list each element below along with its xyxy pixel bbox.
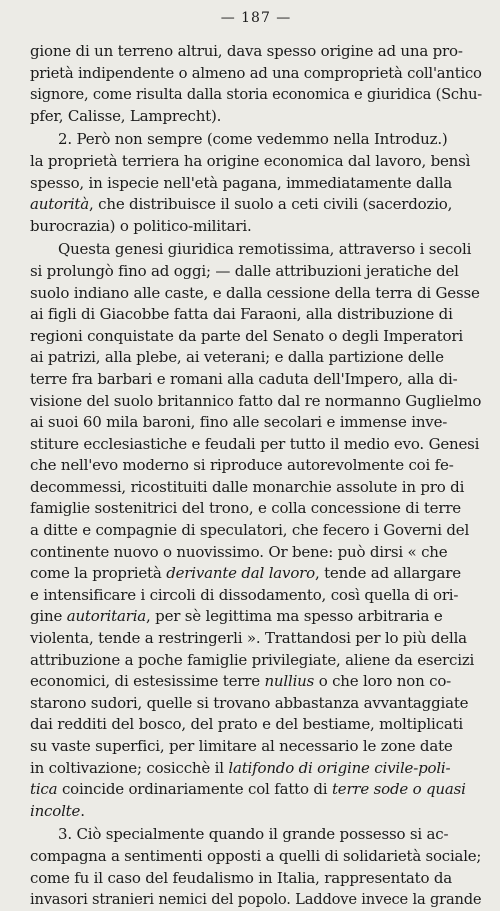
page-number: — 187 — [220, 10, 292, 26]
text-line: incolte. [30, 801, 85, 820]
text-line: si prolungò fino ad oggi; — dalle attribuzioni jeratiche del [30, 261, 459, 280]
text-line: starono sudori, quelle si trovano abbastanza avvantaggiate [30, 693, 469, 712]
text-line: stiture ecclesiastiche e feudali per tutto il medio evo. Genesi [30, 434, 480, 453]
text-line: a ditte e compagnie di speculatori, che fecero i Governi del [30, 521, 470, 540]
italic-text: terre sode o quasi [331, 780, 466, 799]
text-line: come fu il caso del feudalismo in Italia, rappresentato da [30, 868, 453, 887]
text-line: economici, di estesissime terre nullius o che loro non co- [30, 672, 452, 691]
italic-text: incolte [30, 801, 81, 820]
italic-text: nullius [264, 672, 315, 691]
text-line: compagna a sentimenti opposti a quelli di solidarietà sociale; [30, 846, 482, 865]
text-line: gione di un terreno altrui, dava spesso origine ad una pro- [30, 42, 463, 60]
text-line: la proprietà terriera ha origine economica dal lavoro, bensì [30, 151, 471, 170]
text-line: gine autoritaria, per sè legittima ma spesso arbitraria e [30, 607, 443, 626]
text-line: tica coincide ordinariamente col fatto di terre sode o quasi [30, 780, 466, 799]
text-line: decommessi, ricostituiti dalle monarchie assolute in pro di [30, 477, 465, 496]
italic-text: autoritaria [66, 607, 147, 626]
text-line: autorità, che distribuisce il suolo a ceti civili (sacerdozio, [30, 195, 453, 214]
text-line: Questa genesi giuridica remotissima, attraverso i secoli [58, 240, 472, 259]
text-line: come la proprietà derivante dal lavoro, tende ad allargare [30, 564, 461, 583]
text-line: e intensificare i circoli di dissodamento, così quella di ori- [30, 585, 459, 604]
text-line: ai figli di Giacobbe fatta dai Faraoni, alla distribuzione di [30, 305, 453, 324]
italic-text: derivante dal lavoro [166, 564, 315, 583]
text-line: burocrazia) o politico-militari. [30, 216, 252, 235]
paragraph [30, 239, 482, 822]
italic-text: latifondo di origine civile-poli- [228, 758, 451, 777]
text-line: ai suoi 60 mila baroni, fino alle secolari e immense inve- [30, 413, 448, 432]
text-line: che nell'evo moderno si riproduce autorevolmente coi fe- [30, 456, 454, 475]
text-line: violenta, tende a restringerli ». Trattandosi per lo più della [30, 629, 467, 648]
text-line: signore, come risulta dalla storia economica e giuridica (Schu- [30, 86, 483, 104]
paragraph [30, 41, 482, 127]
text-line: in coltivazione; cosicchè il latifondo di origine civile-poli- [30, 758, 451, 777]
text-line: su vaste superfici, per limitare al necessario le zone date [30, 737, 453, 755]
text-line: invasori stranieri nemici del popolo. Laddove invece la grande [30, 891, 482, 909]
text-line: ai patrizi, alla plebe, ai veterani; e dalla partizione delle [30, 348, 444, 367]
text-line: terre fra barbari e romani alla caduta dell'Impero, alla di- [30, 369, 458, 388]
text-line: regioni conquistate da parte del Senato o degli Imperatori [30, 326, 463, 345]
text-line: pfer, Calisse, Lamprecht). [30, 106, 222, 125]
italic-text: autorità [30, 195, 90, 214]
paragraph [30, 129, 482, 237]
paragraph [30, 824, 482, 910]
text-line: famiglie sostenitrici del trono, e colla concessione di terre [30, 499, 461, 518]
body-text [30, 41, 482, 911]
text-line: visione del suolo britannico fatto dal re normanno Guglielmo [30, 391, 482, 410]
text-line: 2. Però non sempre (come vedemmo nella Introduz.) [58, 130, 448, 149]
italic-text: tica [30, 780, 58, 799]
text-line: 3. Ciò specialmente quando il grande possesso si ac- [58, 825, 449, 844]
text-line: prietà indipendente o almeno ad una comproprietà coll'antico [30, 64, 482, 82]
text-line: continente nuovo o nuovissimo. Or bene: può dirsi « che [30, 542, 448, 561]
text-line: spesso, in ispecie nell'età pagana, immediatamente dalla [30, 173, 453, 192]
text-line: suolo indiano alle caste, e dalla cessione della terra di Gesse [30, 283, 480, 302]
text-line: attribuzione a poche famiglie privilegiate, aliene da esercizi [30, 650, 475, 669]
text-line: dai redditi del bosco, del prato e del bestiame, moltiplicati [30, 715, 463, 734]
